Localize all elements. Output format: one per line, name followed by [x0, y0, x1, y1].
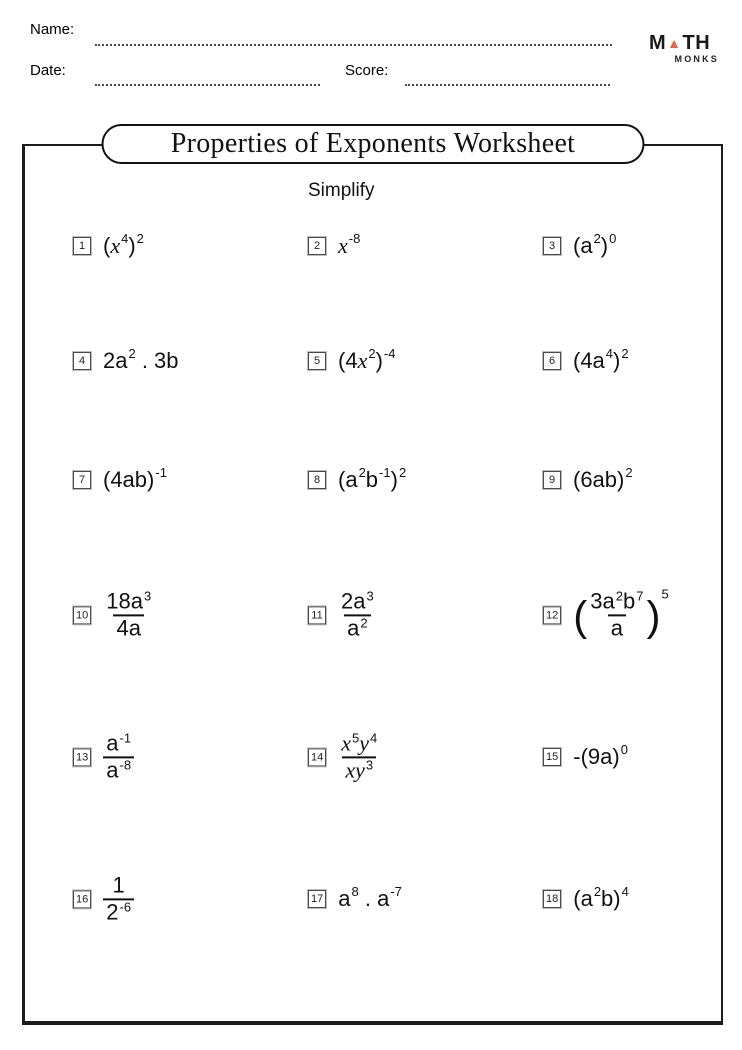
date-blank-line [95, 70, 320, 86]
name-label: Name: [30, 21, 75, 38]
math-expression: ( $\frac{3a^2b^7}{a}$ ) 5 [573, 586, 669, 640]
problem-4 [73, 345, 179, 374]
problem-number-badge: 10 [73, 606, 91, 624]
problem-number-badge: 16 [73, 890, 91, 908]
problem-18 [543, 883, 629, 912]
math-expression: (4a 4 ) 2 [573, 345, 629, 373]
name-blank-line [95, 30, 612, 46]
problem-6 [543, 345, 629, 374]
math-expression: 2a 2 . 3b [103, 345, 179, 373]
fraction: $\frac{a^{-1}}{a^{-8}}$ [103, 731, 134, 782]
problem-number-badge: 11 [308, 606, 326, 624]
logo-subtext: MONKS [674, 54, 719, 64]
fraction: $\frac{3a^2b^7}{a}$ [590, 588, 644, 640]
math-expression: (6ab) 2 [573, 464, 633, 492]
math-expression: -(9a) 0 [573, 741, 628, 769]
problem-number-badge: 4 [73, 352, 91, 370]
score-label: Score: [345, 62, 389, 79]
math-expression [103, 731, 134, 782]
math-expression: (4 x 2 ) -4 [338, 345, 396, 373]
score-blank-line [405, 70, 610, 86]
problem-1 [73, 230, 144, 259]
fraction: $\frac{x^5y^4}{xy^3}$ [341, 730, 378, 782]
worksheet-border-box [22, 128, 723, 1025]
fraction: $\frac{2a^3}{a^2}$ [341, 588, 374, 640]
problem-7 [73, 464, 167, 493]
math-expression [338, 731, 380, 782]
problem-10 [73, 589, 154, 640]
problem-2 [308, 230, 361, 259]
problem-17 [308, 883, 402, 912]
math-expression [103, 589, 154, 640]
problem-3 [543, 230, 617, 259]
problem-number-badge: 17 [308, 890, 326, 908]
worksheet-title [102, 124, 645, 164]
problem-11 [308, 589, 377, 640]
triangle-icon: ▲ [667, 35, 682, 51]
math-monks-logo [649, 33, 721, 64]
problem-number-badge: 6 [543, 352, 561, 370]
problem-number-badge: 12 [543, 606, 561, 624]
math-expression: (a 2 ) 0 [573, 230, 617, 258]
problem-8 [308, 464, 407, 493]
problem-number-badge: 8 [308, 471, 326, 489]
problem-number-badge: 3 [543, 237, 561, 255]
math-expression: (a 2 b -1 ) 2 [338, 464, 407, 492]
fraction: $\frac{1}{2^{-6}}$ [103, 873, 134, 924]
math-expression: a 8 . a -7 [338, 883, 402, 911]
problem-number-badge: 1 [73, 237, 91, 255]
problem-14 [308, 731, 380, 782]
math-expression: (4ab) -1 [103, 464, 167, 492]
problem-5 [308, 345, 396, 374]
worksheet-title-text: Properties of Exponents Worksheet [170, 128, 576, 159]
logo-wordmark [649, 33, 721, 53]
problem-number-badge: 5 [308, 352, 326, 370]
problem-15 [543, 741, 628, 770]
problem-12 [543, 586, 669, 640]
problem-number-badge: 7 [73, 471, 91, 489]
math-expression [338, 589, 377, 640]
logo-m: M [649, 32, 667, 54]
math-expression: (a 2 b) 4 [573, 883, 629, 911]
problem-16 [73, 873, 134, 924]
problem-9 [543, 464, 633, 493]
instruction-simplify: Simplify [308, 180, 375, 201]
problem-number-badge: 18 [543, 890, 561, 908]
problem-13 [73, 731, 134, 782]
problem-number-badge: 14 [308, 748, 326, 766]
math-expression: ( x 4 ) 2 [103, 230, 144, 258]
problem-number-badge: 2 [308, 237, 326, 255]
math-expression: x -8 [338, 230, 361, 258]
problem-number-badge: 15 [543, 748, 561, 766]
problem-number-badge: 13 [73, 748, 91, 766]
math-expression [103, 873, 134, 924]
logo-th: TH [682, 32, 711, 54]
date-label: Date: [30, 62, 66, 79]
fraction: $\frac{18a^3}{4a}$ [106, 588, 152, 640]
problem-number-badge: 9 [543, 471, 561, 489]
